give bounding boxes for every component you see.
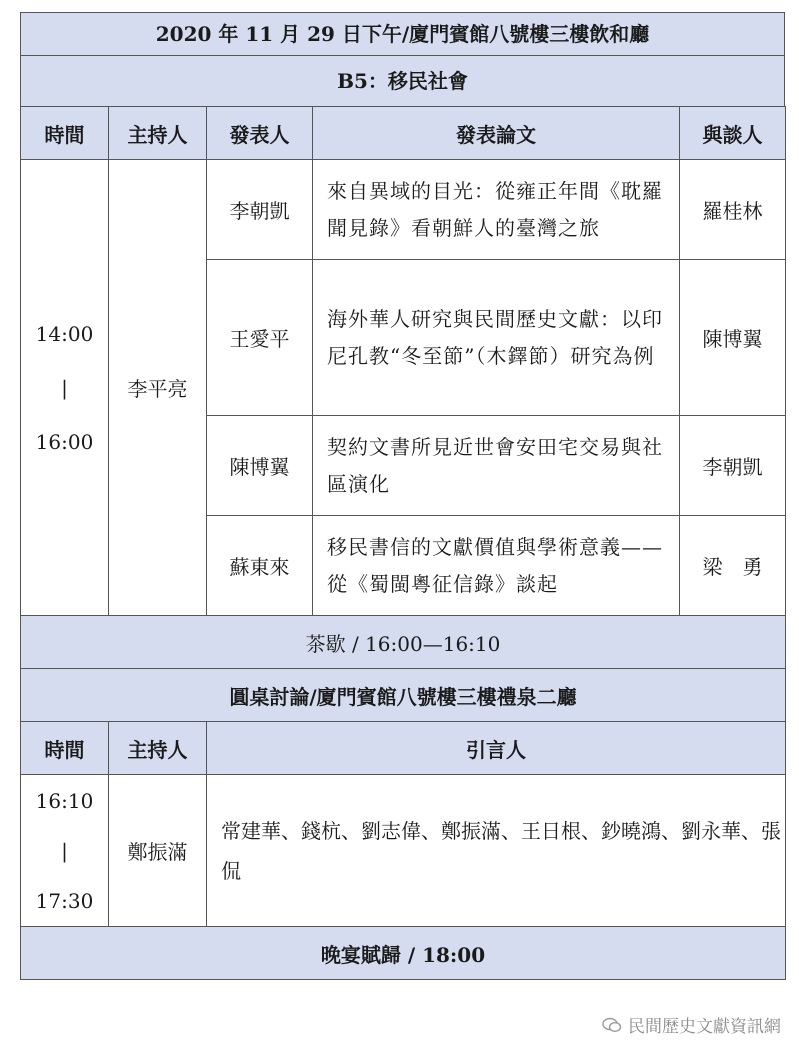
- roundtable-title: 圓桌討論/廈門賓館八號樓三樓禮泉二廳: [21, 669, 786, 722]
- discussant: 李朝凱: [680, 416, 786, 516]
- paper-title: 海外華人研究與民間歷史文獻：以印尼孔教“冬至節”（木鐸節）研究為例: [313, 260, 680, 416]
- discussant: 梁 勇: [680, 516, 786, 616]
- time-end: 17:30: [35, 888, 94, 913]
- presenter: 王愛平: [207, 260, 313, 416]
- header-time: 時間: [21, 107, 109, 160]
- time-start: 16:10: [35, 788, 94, 813]
- presenter: 李朝凱: [207, 160, 313, 260]
- tea-break: 茶歇 / 16:00—16:10: [21, 616, 786, 669]
- panel-table: [20, 106, 786, 722]
- roundtable-host: 鄭振滿: [109, 775, 207, 927]
- presenter: 蘇東來: [207, 516, 313, 616]
- schedule-sheet: [20, 12, 785, 980]
- roundtable-time: [21, 775, 109, 927]
- paper-title: 契約文書所見近世會安田宅交易與社區演化: [313, 416, 680, 516]
- rt-header-time: 時間: [21, 722, 109, 775]
- table-row: [21, 160, 786, 260]
- roundtable-table: [20, 721, 786, 980]
- panel-title: B5：移民社會: [20, 55, 785, 106]
- header-host: 主持人: [109, 107, 207, 160]
- paper-title: 移民書信的文獻價值與學術意義——從《蜀閩粵征信錄》談起: [313, 516, 680, 616]
- roundtable-title-row: [21, 669, 786, 722]
- roundtable-speakers: 常建華、錢杭、劉志偉、鄭振滿、王日根、鈔曉鴻、劉永華、張侃: [207, 775, 786, 927]
- watermark: [602, 1012, 781, 1037]
- session-time: [21, 160, 109, 616]
- session-title: 2020 年 11 月 29 日下午/廈門賓館八號樓三樓飲和廳: [20, 12, 785, 55]
- header-discussant: 與談人: [680, 107, 786, 160]
- roundtable-header-row: [21, 722, 786, 775]
- time-start: 14:00: [35, 321, 94, 346]
- header-presenter: 發表人: [207, 107, 313, 160]
- wechat-icon: [602, 1017, 622, 1033]
- panel-header-row: [21, 107, 786, 160]
- time-separator: |: [61, 838, 68, 863]
- paper-title: 來自異域的目光：從雍正年間《耽羅聞見錄》看朝鮮人的臺灣之旅: [313, 160, 680, 260]
- time-end: 16:00: [35, 429, 94, 454]
- discussant: 羅桂林: [680, 160, 786, 260]
- presenter: 陳博翼: [207, 416, 313, 516]
- dinner: 晚宴賦歸 / 18:00: [21, 927, 786, 980]
- rt-header-host: 主持人: [109, 722, 207, 775]
- time-separator: |: [61, 375, 68, 400]
- discussant: 陳博翼: [680, 260, 786, 416]
- dinner-row: [21, 927, 786, 980]
- break-row: [21, 616, 786, 669]
- header-paper: 發表論文: [313, 107, 680, 160]
- rt-header-speakers: 引言人: [207, 722, 786, 775]
- table-row: [21, 775, 786, 927]
- session-host: 李平亮: [109, 160, 207, 616]
- watermark-text: 民間歷史文獻資訊網: [628, 1017, 781, 1037]
